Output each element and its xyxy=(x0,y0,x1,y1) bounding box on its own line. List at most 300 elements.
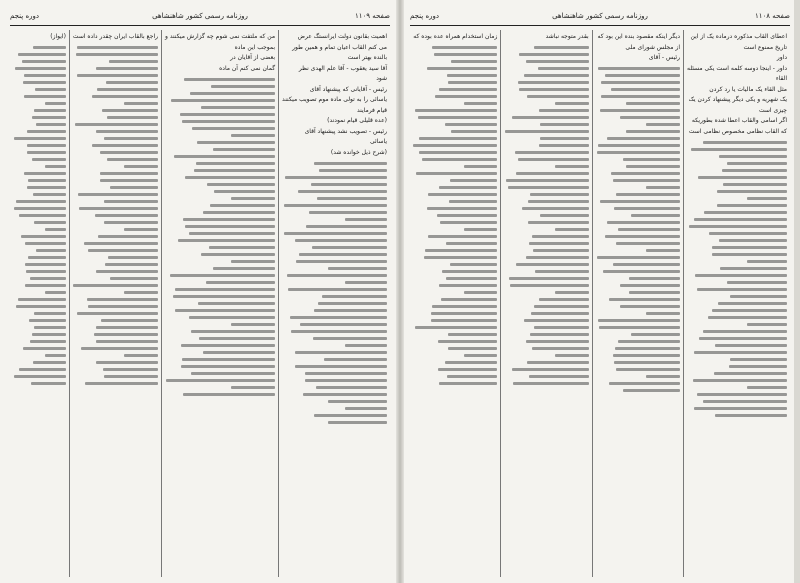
scan-text-line xyxy=(597,151,680,154)
scan-text-line xyxy=(530,333,589,336)
scan-text-line xyxy=(719,239,787,242)
scan-text-line xyxy=(210,204,275,207)
scan-text-line xyxy=(419,137,497,140)
scan-text-line xyxy=(448,333,498,336)
scan-text-line xyxy=(25,263,66,266)
scan-text-line xyxy=(432,305,497,308)
scan-text-line xyxy=(104,375,158,378)
scan-text-line xyxy=(79,207,158,210)
scan-text-line xyxy=(15,67,66,70)
scan-text-line xyxy=(36,249,66,252)
text-column xyxy=(69,30,161,577)
scan-text-line xyxy=(613,354,680,357)
scan-text-line xyxy=(314,309,387,312)
scan-text-line xyxy=(305,372,387,375)
scan-text-line xyxy=(441,298,497,301)
scan-text-line xyxy=(646,186,680,189)
scan-text-line xyxy=(425,249,497,252)
scan-text-line xyxy=(96,270,158,273)
scan-text-line xyxy=(605,235,680,238)
scan-text-line xyxy=(203,351,275,354)
scan-text-line xyxy=(599,326,680,329)
scan-text-line xyxy=(422,158,497,161)
scan-text-line xyxy=(25,284,66,287)
scan-text-line xyxy=(105,263,158,266)
scan-text-line xyxy=(522,207,588,210)
scan-text-line xyxy=(697,288,787,291)
scan-text-line xyxy=(539,298,589,301)
scan-text-line xyxy=(717,204,787,207)
scan-text-line xyxy=(303,393,387,396)
scan-text-line xyxy=(98,235,158,238)
scan-text-line xyxy=(318,302,387,305)
scan-text-line xyxy=(16,305,66,308)
scan-text-line xyxy=(508,186,589,189)
scan-text-line xyxy=(603,270,680,273)
text-line: القاء xyxy=(775,75,787,82)
text-line: شود xyxy=(376,75,387,82)
scan-text-line xyxy=(300,323,387,326)
scan-text-line xyxy=(631,333,680,336)
text-line: یاسائی xyxy=(369,138,387,145)
scan-text-line xyxy=(182,120,275,123)
scan-text-line xyxy=(727,162,787,165)
scan-text-line xyxy=(618,228,680,231)
scan-text-line xyxy=(103,368,158,371)
scan-text-line xyxy=(102,109,158,112)
scan-text-line xyxy=(694,407,787,410)
scan-text-line xyxy=(747,197,787,200)
scan-text-line xyxy=(198,302,275,305)
text-line: یک شهریه و یکی دیگر پیشنهاد کردن یک xyxy=(688,96,787,103)
text-line: دیگر اینکه مقصود بنده این بود که xyxy=(597,33,680,40)
scan-text-line xyxy=(27,151,66,154)
scan-text-line xyxy=(14,207,65,210)
scan-text-line xyxy=(620,305,680,308)
scan-text-line xyxy=(697,393,787,396)
scan-text-line xyxy=(605,74,680,77)
text-line: داور xyxy=(776,54,787,61)
scan-text-line xyxy=(18,53,65,56)
scan-text-line xyxy=(23,347,66,350)
scan-text-line xyxy=(616,242,680,245)
scan-text-line xyxy=(28,179,66,182)
scan-text-line xyxy=(96,67,158,70)
scan-text-line xyxy=(715,414,787,417)
scan-text-line xyxy=(290,316,387,319)
scan-text-line xyxy=(45,102,66,105)
book-gutter xyxy=(396,0,404,583)
text-column xyxy=(10,30,69,577)
scan-text-line xyxy=(519,88,588,91)
scan-text-line xyxy=(597,256,680,259)
scan-text-line xyxy=(45,291,66,294)
scan-text-line xyxy=(598,67,680,70)
scan-text-line xyxy=(447,74,497,77)
scan-text-line xyxy=(427,207,497,210)
scan-text-line xyxy=(712,253,787,256)
scan-text-line xyxy=(124,102,158,105)
text-line: بقدر متوجه نباشد xyxy=(545,33,589,40)
scan-text-line xyxy=(518,158,589,161)
scan-text-line xyxy=(104,221,158,224)
scan-text-line xyxy=(526,60,589,63)
text-line: مثل القاء یک مالیات یا رد کردن xyxy=(709,85,787,93)
scan-text-line xyxy=(451,60,498,63)
scan-text-line xyxy=(609,298,680,301)
scan-text-line xyxy=(730,295,787,298)
scan-text-line xyxy=(100,179,158,182)
scan-text-line xyxy=(616,368,680,371)
scan-text-line xyxy=(450,263,497,266)
scan-text-line xyxy=(284,204,387,207)
scan-text-line xyxy=(616,193,680,196)
scan-text-line xyxy=(431,319,497,322)
text-line: راجع بالقاب ایران چقدر داده است xyxy=(72,33,159,40)
scan-text-line xyxy=(328,421,387,424)
scan-text-line xyxy=(298,190,387,193)
scan-text-line xyxy=(413,144,497,147)
scan-text-line xyxy=(345,281,387,284)
scan-text-line xyxy=(100,172,158,175)
text-line: یاسائی را به تولی ماده موم تصویب میکنند xyxy=(282,96,387,103)
scan-text-line xyxy=(295,365,387,368)
scan-text-line xyxy=(170,274,275,277)
scan-text-line xyxy=(311,183,387,186)
scan-text-line xyxy=(708,316,787,319)
scan-text-line xyxy=(14,137,66,140)
scan-text-line xyxy=(174,155,275,158)
scan-text-line xyxy=(34,109,66,112)
scan-text-line xyxy=(703,330,787,333)
scan-text-line xyxy=(519,53,588,56)
scan-text-line xyxy=(530,193,589,196)
scan-text-line xyxy=(620,284,680,287)
scan-text-line xyxy=(719,155,787,158)
text-line: از مجلس شورای ملی xyxy=(625,43,680,51)
scan-text-line xyxy=(92,95,158,98)
scan-text-line xyxy=(618,340,681,343)
scan-text-line xyxy=(24,172,66,175)
scan-text-line xyxy=(623,389,680,392)
scan-text-line xyxy=(287,274,387,277)
scan-text-line xyxy=(712,309,787,312)
scan-text-line xyxy=(539,144,589,147)
header-rule xyxy=(410,25,790,26)
scan-text-line xyxy=(704,211,787,214)
scan-text-line xyxy=(439,382,498,385)
scan-text-line xyxy=(30,277,66,280)
scan-text-line xyxy=(718,302,787,305)
scan-text-line xyxy=(524,74,588,77)
scan-text-line xyxy=(703,400,787,403)
scan-text-line xyxy=(182,358,275,361)
scan-text-line xyxy=(600,109,680,112)
scan-text-line xyxy=(448,81,498,84)
scan-text-line xyxy=(607,137,680,140)
scan-text-line xyxy=(626,102,680,105)
scan-text-line xyxy=(77,312,158,315)
scan-text-line xyxy=(555,165,589,168)
scan-text-line xyxy=(109,60,159,63)
text-line: قیام فرمایند xyxy=(357,106,387,114)
text-line: داور - اینجا دوسه کلمه است یکی مسئله xyxy=(687,64,787,72)
scan-text-line xyxy=(106,81,158,84)
scan-text-line xyxy=(540,123,589,126)
scan-text-line xyxy=(447,375,498,378)
scan-text-line xyxy=(464,102,498,105)
scan-text-line xyxy=(698,176,787,179)
scan-text-line xyxy=(449,200,498,203)
scan-text-line xyxy=(96,340,158,343)
scan-text-line xyxy=(446,242,498,245)
volume-label: دوره پنجم xyxy=(10,12,40,20)
page-number: صفحه ۱۱۰۹ xyxy=(354,12,390,20)
scan-text-line xyxy=(107,116,158,119)
scan-text-line xyxy=(464,291,498,294)
scan-text-line xyxy=(526,256,588,259)
text-column xyxy=(683,30,790,577)
scan-text-line xyxy=(288,288,387,291)
scan-text-line xyxy=(448,347,497,350)
scan-text-line xyxy=(527,95,588,98)
scan-text-line xyxy=(309,211,387,214)
header-rule xyxy=(10,25,390,26)
scan-text-line xyxy=(526,340,589,343)
scan-text-line xyxy=(36,123,66,126)
scan-text-line xyxy=(646,375,680,378)
scan-text-line xyxy=(539,109,589,112)
scan-text-line xyxy=(614,207,680,210)
scan-text-line xyxy=(34,312,66,315)
scan-text-line xyxy=(328,267,387,270)
scan-text-line xyxy=(516,172,589,175)
text-line: بالنده بهتر است xyxy=(347,54,387,61)
scan-text-line xyxy=(22,60,66,63)
scan-text-line xyxy=(345,407,387,410)
scan-text-line xyxy=(538,67,589,70)
scan-text-line xyxy=(29,319,66,322)
scan-text-line xyxy=(317,197,387,200)
scan-text-line xyxy=(95,214,158,217)
text-line: (عده قلیلی قیام نمودند) xyxy=(327,117,387,124)
scan-text-line xyxy=(183,393,275,396)
scan-text-line xyxy=(428,235,497,238)
scan-text-line xyxy=(32,333,66,336)
scan-text-line xyxy=(104,137,158,140)
scan-text-line xyxy=(703,141,787,144)
text-line: اگر اسامی والقاب اعطا شده بطوریکه xyxy=(691,117,787,124)
scan-text-line xyxy=(691,148,787,151)
scan-text-line xyxy=(97,88,158,91)
scan-text-line xyxy=(26,270,66,273)
scan-text-line xyxy=(33,46,66,49)
scan-text-line xyxy=(35,88,66,91)
scan-text-line xyxy=(295,239,387,242)
scan-text-line xyxy=(32,116,66,119)
text-line: بعضی از آقایان در xyxy=(230,54,276,61)
scan-text-line xyxy=(231,197,275,200)
scan-text-line xyxy=(313,337,387,340)
scan-text-line xyxy=(512,368,589,371)
scan-text-line xyxy=(231,260,275,263)
scan-text-line xyxy=(185,225,275,228)
scan-text-line xyxy=(24,95,66,98)
scan-text-line xyxy=(28,256,66,259)
scan-text-line xyxy=(747,386,787,389)
scan-text-line xyxy=(192,127,276,130)
scan-text-line xyxy=(512,116,588,119)
scan-text-line xyxy=(529,242,588,245)
scan-text-line xyxy=(534,46,588,49)
scan-text-line xyxy=(110,277,158,280)
scan-text-line xyxy=(32,158,66,161)
text-line: (شرح ذیل خوانده شد) xyxy=(330,148,387,156)
scan-text-line xyxy=(427,67,497,70)
scan-text-line xyxy=(620,116,680,119)
scan-text-line xyxy=(305,379,387,382)
scan-text-line xyxy=(191,372,275,375)
scan-text-line xyxy=(438,340,498,343)
scan-text-line xyxy=(609,382,680,385)
scan-text-line xyxy=(693,379,787,382)
scan-text-line xyxy=(524,319,588,322)
scan-text-line xyxy=(124,165,158,168)
scan-text-line xyxy=(166,379,275,382)
text-line: گمان نمی کنم آن ماده xyxy=(219,64,276,72)
scan-text-line xyxy=(299,253,387,256)
scan-text-line xyxy=(181,365,275,368)
scan-text-line xyxy=(626,165,680,168)
text-column xyxy=(161,30,278,577)
scan-text-line xyxy=(712,246,787,249)
scan-text-line xyxy=(515,151,589,154)
scan-text-line xyxy=(345,344,387,347)
scan-text-line xyxy=(291,330,387,333)
scan-text-line xyxy=(203,211,275,214)
scan-text-line xyxy=(424,256,497,259)
scan-text-line xyxy=(445,361,497,364)
scan-text-line xyxy=(84,242,158,245)
scan-text-line xyxy=(747,323,787,326)
scan-text-line xyxy=(214,190,275,193)
scan-text-line xyxy=(34,326,66,329)
scan-text-line xyxy=(506,179,588,182)
scan-text-line xyxy=(25,242,66,245)
text-columns xyxy=(10,30,390,577)
scan-text-line xyxy=(23,81,66,84)
scan-text-line xyxy=(516,263,589,266)
scan-text-line xyxy=(527,361,588,364)
scan-text-line xyxy=(211,85,275,88)
page-edge xyxy=(794,0,800,583)
scan-text-line xyxy=(416,172,497,175)
scan-text-line xyxy=(213,267,275,270)
volume-label: دوره پنجم xyxy=(410,12,440,20)
scan-text-line xyxy=(201,106,275,109)
scan-text-line xyxy=(694,351,787,354)
scan-text-line xyxy=(699,337,787,340)
scan-text-line xyxy=(77,74,158,77)
scan-text-line xyxy=(296,260,387,263)
scan-text-line xyxy=(439,186,497,189)
scan-text-line xyxy=(231,386,275,389)
scan-text-line xyxy=(21,235,66,238)
scan-text-line xyxy=(613,263,680,266)
text-line: اهمیت بقانون دولت ایرانستگ عرض xyxy=(297,33,387,40)
scan-text-line xyxy=(445,123,498,126)
scan-text-line xyxy=(629,277,680,280)
scan-text-line xyxy=(694,218,787,221)
newspaper-title: روزنامه رسمی کشور شاهنشاهی xyxy=(552,12,648,20)
scan-text-line xyxy=(124,354,158,357)
scan-text-line xyxy=(709,232,787,235)
scan-text-line xyxy=(104,200,158,203)
scan-text-line xyxy=(747,260,787,263)
scan-text-line xyxy=(415,109,498,112)
scan-text-line xyxy=(27,144,66,147)
scan-text-line xyxy=(439,88,497,91)
scan-text-line xyxy=(27,130,66,133)
scan-text-line xyxy=(451,130,497,133)
scan-text-line xyxy=(194,169,275,172)
text-line: من که ملتفت نمی شوم چه گزارش میکنند و xyxy=(165,33,276,40)
scan-text-line xyxy=(201,253,275,256)
page-header xyxy=(10,10,390,24)
scan-text-line xyxy=(96,130,158,133)
scan-text-line xyxy=(446,277,497,280)
scan-text-line xyxy=(173,295,276,298)
scan-text-line xyxy=(209,246,275,249)
scan-text-line xyxy=(439,284,498,287)
scan-text-line xyxy=(30,340,66,343)
scan-text-line xyxy=(345,218,387,221)
scan-text-line xyxy=(199,337,275,340)
scan-text-line xyxy=(81,347,158,350)
scan-text-line xyxy=(435,95,498,98)
scan-text-line xyxy=(723,183,787,186)
scan-text-line xyxy=(442,270,498,273)
scan-text-line xyxy=(33,361,66,364)
scan-text-line xyxy=(19,368,66,371)
scan-text-line xyxy=(440,221,498,224)
scan-text-line xyxy=(730,358,787,361)
scan-text-line xyxy=(73,284,158,287)
text-line: آقا سید یعقوب - آقا علم الهدی نظر xyxy=(298,64,387,72)
scan-text-line xyxy=(529,375,589,378)
scan-text-line xyxy=(510,284,588,287)
scan-text-line xyxy=(314,414,387,417)
scan-text-line xyxy=(31,382,66,385)
scan-text-line xyxy=(178,239,275,242)
scan-text-line xyxy=(94,333,158,336)
scan-text-line xyxy=(534,326,589,329)
scan-text-line xyxy=(306,225,387,228)
page-number: صفحه ۱۱۰۸ xyxy=(754,12,790,20)
scan-text-line xyxy=(464,354,498,357)
scan-text-line xyxy=(124,291,158,294)
scan-text-line xyxy=(191,330,275,333)
scan-text-line xyxy=(540,214,589,217)
scan-text-line xyxy=(24,74,66,77)
scan-text-line xyxy=(418,116,498,119)
scan-text-line xyxy=(714,372,787,375)
scan-text-line xyxy=(528,200,589,203)
text-line: تاریخ ممنوع است xyxy=(743,43,787,51)
scan-text-line xyxy=(87,298,158,301)
text-line: (ایواز) xyxy=(50,33,66,40)
scan-text-line xyxy=(614,361,680,364)
